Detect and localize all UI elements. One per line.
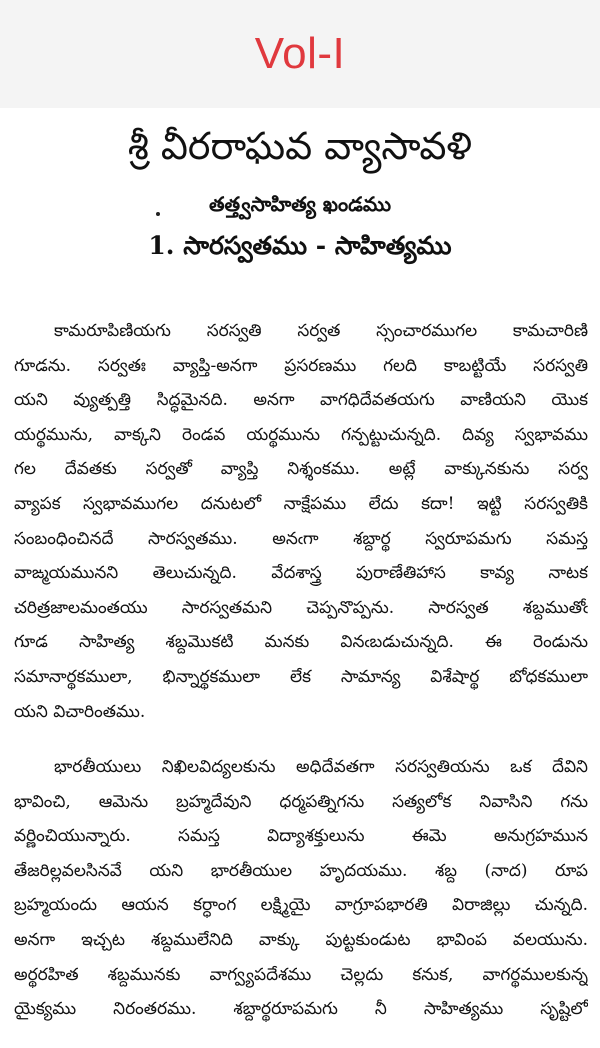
paragraph-line: గల దేవతకు సర్వతో వ్యాప్తి నిశ్శంకము. అట్లే వాక్కునకును సర్వ — [14, 459, 588, 480]
paragraph-line: అనగా ఇచ్చట శబ్దములేనిది వాక్కు పుట్టకుండుట భావింప వలయును. — [14, 929, 588, 950]
paragraph-line: అర్థరహిత శబ్దమునకు వాగ్వ్యపదేశము చెల్లదు కనుక, వాగర్థములకున్న — [14, 964, 588, 985]
book-title: శ్రీ వీరరాఘవ వ్యాసావళి — [127, 124, 473, 168]
paragraph-line: సమానార్థకములా, భిన్నార్థకములా లేక సామాన్య విశేషార్థ బోధకములా — [14, 666, 588, 687]
paragraph-1 — [14, 314, 588, 729]
paragraph-line: యని వ్యుత్పత్తి సిద్ధమైనది. అనగా వాగధిదేవతయగు వాణియని యొక — [14, 390, 588, 411]
volume-header — [0, 0, 600, 108]
paragraph-line: కామరూపిణియగు సరస్వతి సర్వత స్సంచారముగల కామచారిణి — [54, 321, 588, 341]
chapter-title: 1. సారస్వతము - సాహిత్యము — [148, 231, 452, 260]
scanned-page — [0, 108, 600, 1048]
paragraph-line: వాఙ్మయమునని తెలుచున్నది. వేదశాస్త్ర పురాణేతిహాస కావ్య నాటక — [14, 563, 588, 584]
paragraph-line: యర్థమును, వాక్కని రెండవ యర్థమును గన్పట్టుచున్నది. దివ్య స్వభావము — [14, 424, 588, 445]
paragraph-line: భావించి, ఆమెను బ్రహ్మదేవుని ధర్మపత్నిగను సత్యలోక నివాసిని గను — [14, 791, 588, 812]
paragraph-line: చరిత్రజాలమంతయు సారస్వతమని చెప్పనొప్పను. సారస్వత శబ్దముతోఁ — [14, 597, 588, 618]
paragraph-line: భారతీయులు నిఖిలవిద్యలకును అధిదేవతగా సరస్వతియను ఒక దేవిని — [54, 757, 588, 777]
paragraph-line: గూడ సాహిత్య శబ్దమొకటి మనకు వినఁబడుచున్నది. ఈ రెండును — [14, 632, 588, 653]
paragraph-2 — [14, 750, 588, 1027]
paragraph-line: వర్ణించియున్నారు. సమస్త విద్యాశక్తులును ఈమె అనుగ్రహమున — [14, 826, 588, 847]
section-title: తత్త్వసాహిత్య ఖండము — [209, 192, 391, 216]
paragraph-line: వ్యాపక స్వభావముగల దనుటలో నాక్షేపము లేదు కదా! ఇట్టి సరస్వతికి — [14, 493, 588, 514]
paragraph-line: సంబంధించినదే సారస్వతము. అనఁగా శబ్దార్థ స్వరూపమగు సమస్త — [14, 528, 588, 549]
paragraph-line: గూడను. సర్వతః వ్యాప్తి-అనగా ప్రసరణము గలది కాబట్టియే సరస్వతి — [14, 355, 588, 376]
volume-label: Vol-I — [254, 29, 346, 78]
paragraph-line: యైక్యము నిరంతరము. శబ్దార్థరూపమగు నీ సాహిత్యము సృష్టిలో — [14, 999, 588, 1020]
paragraph-line: యని విచారింతము. — [14, 701, 146, 722]
paragraph-line: తేజరిల్లవలసినవే యని భారతీయుల హృదయము. శబ్ద (నాద) రూప — [14, 860, 588, 881]
paragraph-line: బ్రహ్మయందు ఆయన కర్ధాంగ లక్ష్మియై వాగ్రూపభారతి విరాజిల్లు చున్నది. — [14, 895, 588, 916]
